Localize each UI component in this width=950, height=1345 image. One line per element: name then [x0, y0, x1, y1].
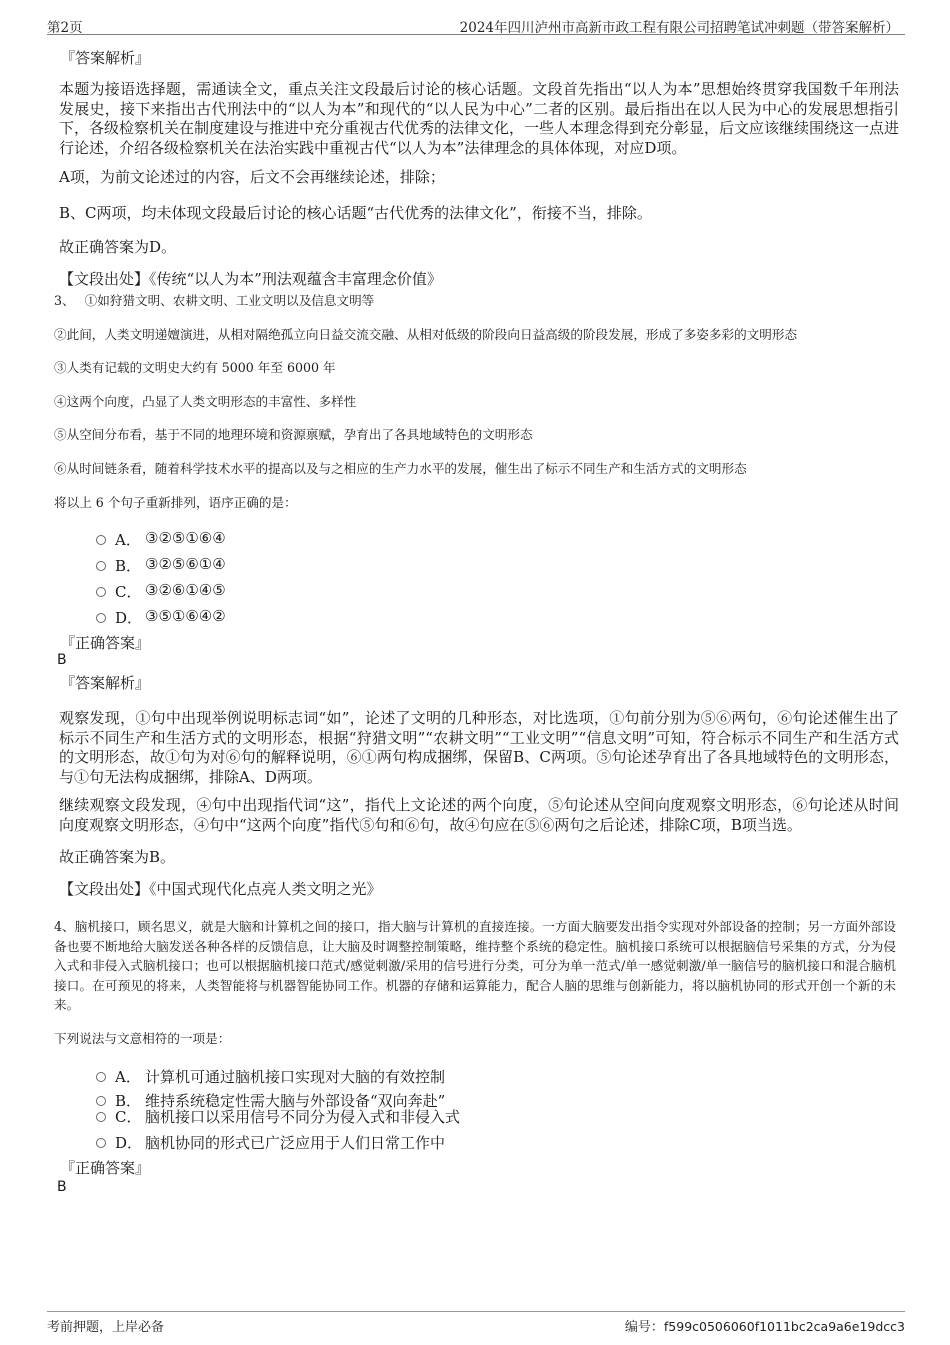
q3-analysis-p1: 观察发现，①句中出现举例说明标志词“如”，论述了文明的几种形态，对比选项，①句前分别为⑤⑥两句，⑥句论述催生出了标示不同生产和生活方式的文明形态，根据“狩猎文明”“农耕文明”“工业文明”“信息文明”可知，符合标示不同生产和生活方式的文明形态，故①句为对⑥句的解释说明，⑥①两句构成捆绑，保留B、C两项。⑤句论述孕育出了各具地域特色的文明形态，与①句无法构成捆绑，排除A、D两项。 [59, 709, 899, 786]
page-footer [47, 1311, 905, 1336]
q4-passage: 4、脑机接口，顾名思义，就是大脑和计算机之间的接口，指大脑与计算机的直接连接。一方面大脑要发出指令实现对外部设备的控制；另一方面外部设备也要不断地给大脑发送各种各样的反馈信息，让大脑及时调整控制策略，维持整个系统的稳定性。脑机接口系统可以根据脑信号采集的方式，分为侵入式和非侵入式脑机接口；也可以根据脑机接口范式/感觉刺激/采用的信号进行分类，可分为单一范式/单一感觉刺激/单一脑信号的脑机接口和混合脑机接口。在可预见的将来，人类智能将与机器智能协同工作。机器的存储和运算能力，配合人脑的思维与创新能力，将以脑机协同的形式开创一个新的未来。 [54, 919, 896, 1013]
q3-analysis-label: 『答案解析』 [60, 674, 151, 692]
footer-code: f599c0506060f1011bc2ca9a6e19dcc3 [663, 1319, 905, 1334]
q2-source: 【文段出处】《传统“以人为本”刑法观蕴含丰富理念价值》 [59, 270, 442, 288]
q3-source: 【文段出处】《中国式现代化点亮人类文明之光》 [59, 880, 382, 898]
q2-analysis-text: 本题为接语选择题，需通读全文，重点关注文段最后讨论的核心话题。文段首先指出“以人为本”思想始终贯穿我国数千年刑法发展史，接下来指出古代刑法中的“以人为本”和现代的“以人民为中心”二者的区别。最后指出在以人民为中心的发展思想指引下，各级检察机关在制度建设与推进中充分重视古代优秀的法律文化，一些人本理念得到充分彰显，后文应该继续围绕这一点进行论述，介绍各级检察机关在法治实践中重视古代“以人为本”法律理念的具体体现，对应D项。 [59, 80, 900, 157]
q3-sentence-1 [54, 292, 374, 309]
q3-answer-label: 『正确答案』 [60, 634, 151, 652]
radio-icon[interactable] [96, 1138, 106, 1148]
footer-slogan: 考前押题，上岸必备 [47, 1320, 165, 1335]
q3-option-a-letter: A． [115, 531, 141, 549]
q3-option-b-text: ③②⑤⑥①④ [145, 555, 226, 573]
q3-analysis-p2: 继续观察文段发现，④句中出现指代词“这”，指代上文论述的两个向度，⑤句论述从空间向度观察文明形态，⑥句论述从时间向度观察文明形态，④句中“这两个向度”指代⑤句和⑥句，故④句应在⑤⑥两句之后论述，排除C项，B项当选。 [59, 796, 899, 834]
q4-option-b-letter: B． [115, 1092, 142, 1110]
page-header [47, 14, 905, 35]
q2-point-bc: B、C两项，均未体现文段最后讨论的核心话题“古代优秀的法律文化”，衔接不当，排除。 [59, 204, 652, 222]
q4-option-c-letter: C． [115, 1108, 142, 1126]
q3-sentence-6: ⑥从时间链条看，随着科学技术水平的提高以及与之相应的生产力水平的发展，催生出了标示不同生产和生活方式的文明形态 [54, 461, 747, 476]
radio-icon[interactable] [96, 535, 106, 545]
q3-option-c-text: ③②⑥①④⑤ [145, 581, 226, 599]
q4-option-a-text: 计算机可通过脑机接口实现对大脑的有效控制 [145, 1068, 446, 1086]
q3-number: 3、 [54, 293, 75, 308]
q3-sentence-2: ②此间，人类文明递嬗演进，从相对隔绝孤立向日益交流交融、从相对低级的阶段向日益高级的阶段发展，形成了多姿多彩的文明形态 [54, 327, 798, 342]
q3-sentence-5: ⑤从空间分布看，基于不同的地理环境和资源禀赋，孕育出了各具地域特色的文明形态 [54, 427, 533, 442]
radio-icon[interactable] [96, 1072, 106, 1082]
q4-option-b-text: 维持系统稳定性需大脑与外部设备“双向奔赴” [145, 1092, 446, 1110]
q4-option-a-letter: A． [115, 1068, 141, 1086]
radio-icon[interactable] [96, 587, 106, 597]
radio-icon[interactable] [96, 561, 106, 571]
q4-answer-label: 『正确答案』 [60, 1159, 151, 1177]
q3-option-d-text: ③⑤①⑥④② [145, 607, 226, 625]
footer-code-label: 编号： [624, 1320, 664, 1335]
radio-icon[interactable] [96, 1096, 106, 1106]
q3-conclusion: 故正确答案为B。 [59, 848, 176, 866]
q4-prompt: 下列说法与文意相符的一项是： [54, 1031, 231, 1046]
q4-option-c-text: 脑机接口以采用信号不同分为侵入式和非侵入式 [145, 1108, 461, 1126]
q2-conclusion: 故正确答案为D。 [59, 238, 177, 256]
q3-option-b-letter: B． [115, 557, 142, 575]
footer-code-block [625, 1316, 905, 1335]
q2-analysis-label: 『答案解析』 [60, 49, 151, 67]
radio-icon[interactable] [96, 1112, 106, 1122]
q4-answer: B [57, 1179, 67, 1195]
document-title: 2024年四川泸州市高新市政工程有限公司招聘笔试冲刺题（带答案解析） [459, 20, 899, 36]
q3-option-c-letter: C． [115, 583, 142, 601]
q3-option-a-text: ③②⑤①⑥④ [145, 529, 226, 547]
page-number: 第2页 [47, 20, 83, 36]
q3-sentence-1-text: ①如狩猎文明、农耕文明、工业文明以及信息文明等 [84, 293, 375, 308]
q4-option-d-text: 脑机协同的形式已广泛应用于人们日常工作中 [145, 1134, 446, 1152]
q2-point-a: A项，为前文论述过的内容，后文不会再继续论述，排除； [59, 168, 445, 186]
q3-prompt: 将以上 6 个句子重新排列，语序正确的是： [54, 495, 297, 510]
q4-option-d-letter: D． [115, 1134, 143, 1152]
radio-icon[interactable] [96, 613, 106, 623]
q3-sentence-3: ③人类有记载的文明史大约有 5000 年至 6000 年 [54, 360, 336, 375]
q3-option-d-letter: D． [115, 609, 143, 627]
q3-sentence-4: ④这两个向度，凸显了人类文明形态的丰富性、多样性 [54, 394, 357, 409]
q3-answer: B [57, 652, 67, 668]
